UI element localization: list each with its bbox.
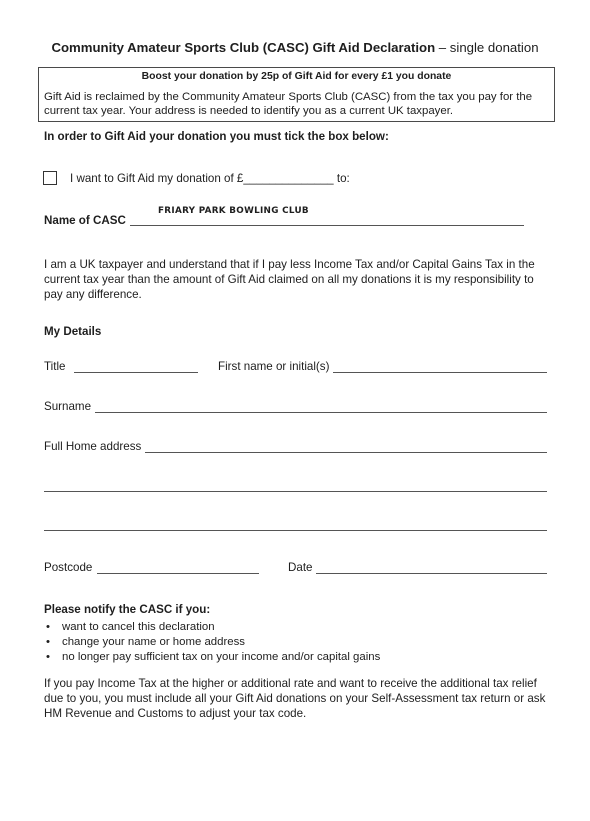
checkbox-to-text: to: xyxy=(336,172,350,185)
postcode-field[interactable] xyxy=(97,573,259,574)
casc-name-value: FRIARY PARK BOWLING CLUB xyxy=(158,206,309,216)
firstname-field[interactable] xyxy=(333,372,547,373)
address-field-line-2[interactable] xyxy=(44,491,547,492)
boost-info-box xyxy=(38,67,555,122)
boost-text: Gift Aid is reclaimed by the Community Amateur Sports Club (CASC) from the tax you pay for the current tax year. Your address is needed to identify you as a current UK taxpayer. xyxy=(44,91,533,117)
form-title-main: Community Amateur Sports Club (CASC) Gift Aid Declaration xyxy=(51,40,436,55)
boost-heading: Boost your donation by 25p of Gift Aid for every £1 you donate xyxy=(141,71,452,82)
checkbox-label xyxy=(70,172,350,185)
date-field[interactable] xyxy=(316,573,547,574)
my-details-heading: My Details xyxy=(44,325,102,338)
notify-item: • change your name or home address xyxy=(44,635,380,650)
donation-amount-field[interactable]: ______________ xyxy=(243,172,334,185)
gift-aid-checkbox[interactable] xyxy=(43,171,57,185)
form-title-suffix: – single donation xyxy=(435,40,539,55)
date-label: Date xyxy=(288,561,313,574)
address-label: Full Home address xyxy=(44,440,142,453)
notify-item: • want to cancel this declaration xyxy=(44,620,380,635)
address-field-line-3[interactable] xyxy=(44,530,547,531)
surname-field[interactable] xyxy=(95,412,547,413)
notify-item: • no longer pay sufficient tax on your income and/or capital gains xyxy=(44,650,380,665)
title-field[interactable] xyxy=(74,372,198,373)
notify-list xyxy=(44,620,380,665)
title-label: Title xyxy=(44,360,66,373)
casc-name-label: Name of CASC xyxy=(44,214,126,227)
form-title xyxy=(0,40,590,55)
postcode-label: Postcode xyxy=(44,561,93,574)
tick-instruction: In order to Gift Aid your donation you must tick the box below: xyxy=(44,130,389,143)
casc-name-line[interactable] xyxy=(130,225,524,226)
checkbox-label-text: I want to Gift Aid my donation of £ xyxy=(70,172,244,185)
higher-rate-text: If you pay Income Tax at the higher or additional rate and want to receive the additional tax relief due to you, you must include all your Gift Aid donations on your Self-Assessment tax return or ask HM Revenue and Customs to adjust your tax code. xyxy=(44,677,546,720)
firstname-label: First name or initial(s) xyxy=(218,360,330,373)
address-field-line-1[interactable] xyxy=(145,452,547,453)
notify-heading: Please notify the CASC if you: xyxy=(44,603,211,616)
taxpayer-statement: I am a UK taxpayer and understand that if I pay less Income Tax and/or Capital Gains Tax in the current tax year than the amount of Gift Aid claimed on all my donations it is my responsibility to pay any difference. xyxy=(44,258,535,301)
surname-label: Surname xyxy=(44,400,92,413)
